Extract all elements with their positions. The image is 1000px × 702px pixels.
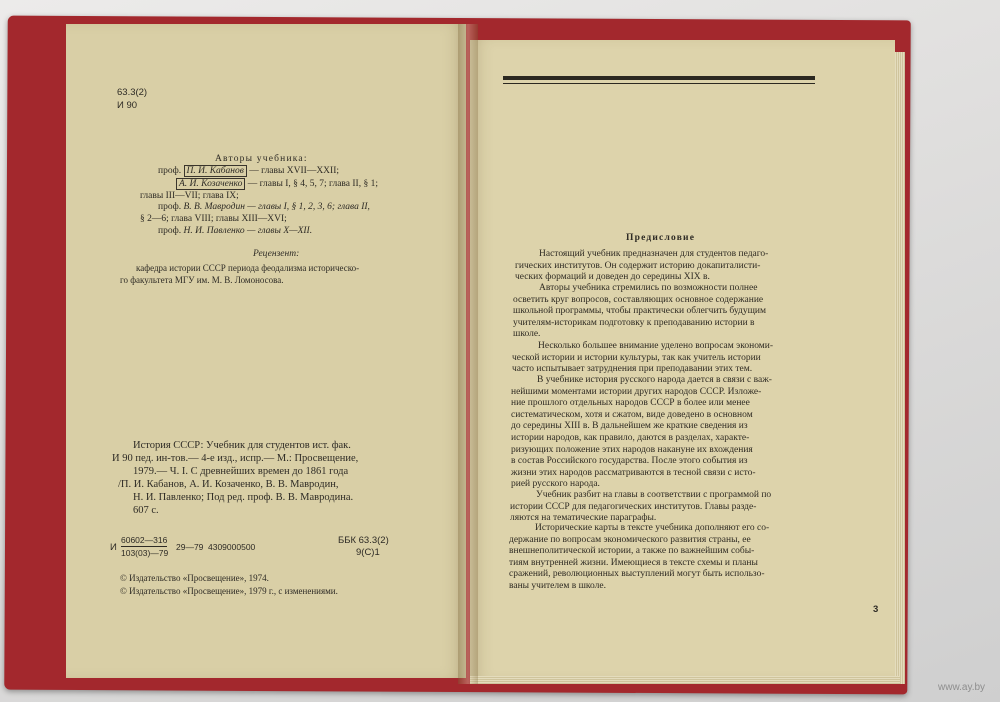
bib-line-1: История СССР: Учебник для студентов ист. фак. <box>133 440 351 451</box>
top-rule <box>503 76 815 80</box>
reviewer-heading: Рецензент: <box>253 249 300 259</box>
author-line-5: § 2—6; глава VIII; главы XIII—XVI; <box>140 214 287 224</box>
book-gutter <box>458 24 478 684</box>
author-line-2: А. И. Козаченко — главы I, § 4, 5, 7; глава II, § 1; <box>176 179 378 190</box>
index-letter: И <box>110 542 117 553</box>
bbk-subcode: 9(С)1 <box>356 547 380 558</box>
preface-paragraph-3: Несколько большее внимание уделено вопросам экономи- ческой истории и истории культуры, так как учитель истории часто испытывает затруднения при преподавании этих тем. <box>512 341 774 375</box>
top-rule-thin <box>503 83 815 84</box>
copyright-1979: © Издательство «Просвещение», 1979 г., с изменениями. <box>120 586 338 596</box>
bib-line-2: И 90 пед. ин-тов.— 4-е изд., испр.— М.: Просвещение, <box>112 453 359 464</box>
page-number: 3 <box>873 604 879 615</box>
preface-paragraph-2: Авторы учебника стремились по возможности полнее осветить круг вопросов, составляющих основное содержание школьной программы, чтобы практически облегчить будущим учителям-историкам подготовку к преподаванию истории в школе. <box>513 283 767 340</box>
preface-paragraph-6: Исторические карты в тексте учебника дополняют его со- держание по вопросам экономического развития страны, ее внешнеполитической истории, а также по важнейшим собы- тиям внутренней жизни. Имеющиеся в тексте схемы и планы сражений, революционных выступлений могут быть использо- ваны учителем в школе. <box>509 523 770 591</box>
preface-heading: Предисловие <box>626 233 696 243</box>
author-line-6: проф. Н. И. Павленко — главы X—XII. <box>158 226 313 236</box>
authors-heading: Авторы учебника: <box>215 154 308 164</box>
index-top: 60602—316 <box>121 535 168 545</box>
bib-line-3: 1979.— Ч. I. С древнейших времен до 1861 года <box>133 466 349 477</box>
preface-paragraph-5: Учебник разбит на главы в соответствии с программой по истории СССР для педагогических институтов. Главы разде- ляются на тематические параграфы. <box>510 490 772 524</box>
index-number: 4309000500 <box>208 542 256 552</box>
preface-paragraph-1: Настоящий учебник предназначен для студентов педаго- гических институтов. Он содержит историю докапиталисти- ческих формаций и доведен до середины XIX в. <box>515 249 769 283</box>
author-line-1: проф. П. И. Кабанов — главы XVII—XXII; <box>158 166 340 176</box>
index-mid: 29—79 <box>176 542 204 552</box>
preface-paragraph-4: В учебнике история русского народа дается в связи с важ- нейшими моментами истории других народов СССР. Изложе- ние прошлого отдельных народов СССР в более или менее систематическом, хотя и сжатом, виде доведено в основном до середины XIII в. В дальнейшем же краткие сведения из истории народов, как правило, даются в разделах, характе- ризующих положение этих народов накануне их вхождения в состав Российского государства. После этого события из жизни этих народов рассматриваются в тесной связи с исто- рией русского народа. <box>511 375 772 490</box>
library-code: 63.3(2) <box>117 87 148 98</box>
reviewer-line-2: го факультета МГУ им. М. В. Ломоносова. <box>120 275 284 285</box>
index-bottom: 103(03)—79 <box>121 548 169 558</box>
bbk-code: ББК 63.3(2) <box>338 535 389 546</box>
reviewer-line-1: кафедра истории СССР периода феодализма историческо- <box>136 263 360 273</box>
copyright-1974: © Издательство «Просвещение», 1974. <box>120 573 269 583</box>
page-edges-bottom <box>470 676 900 684</box>
author-line-4: проф. В. В. Мавродин — главы I, § 1, 2, 3, 6; глава II, <box>158 202 370 212</box>
watermark: www.ay.by <box>938 682 986 693</box>
bib-line-4: /П. И. Кабанов, А. И. Козаченко, В. В. Мавродин, <box>118 479 339 490</box>
bib-line-6: 607 с. <box>133 505 159 516</box>
bib-line-5: Н. И. Павленко; Под ред. проф. В. В. Мавродина. <box>133 492 354 503</box>
author-mark: И 90 <box>117 100 138 111</box>
author-line-3: главы III—VII; глава IX; <box>140 191 239 201</box>
